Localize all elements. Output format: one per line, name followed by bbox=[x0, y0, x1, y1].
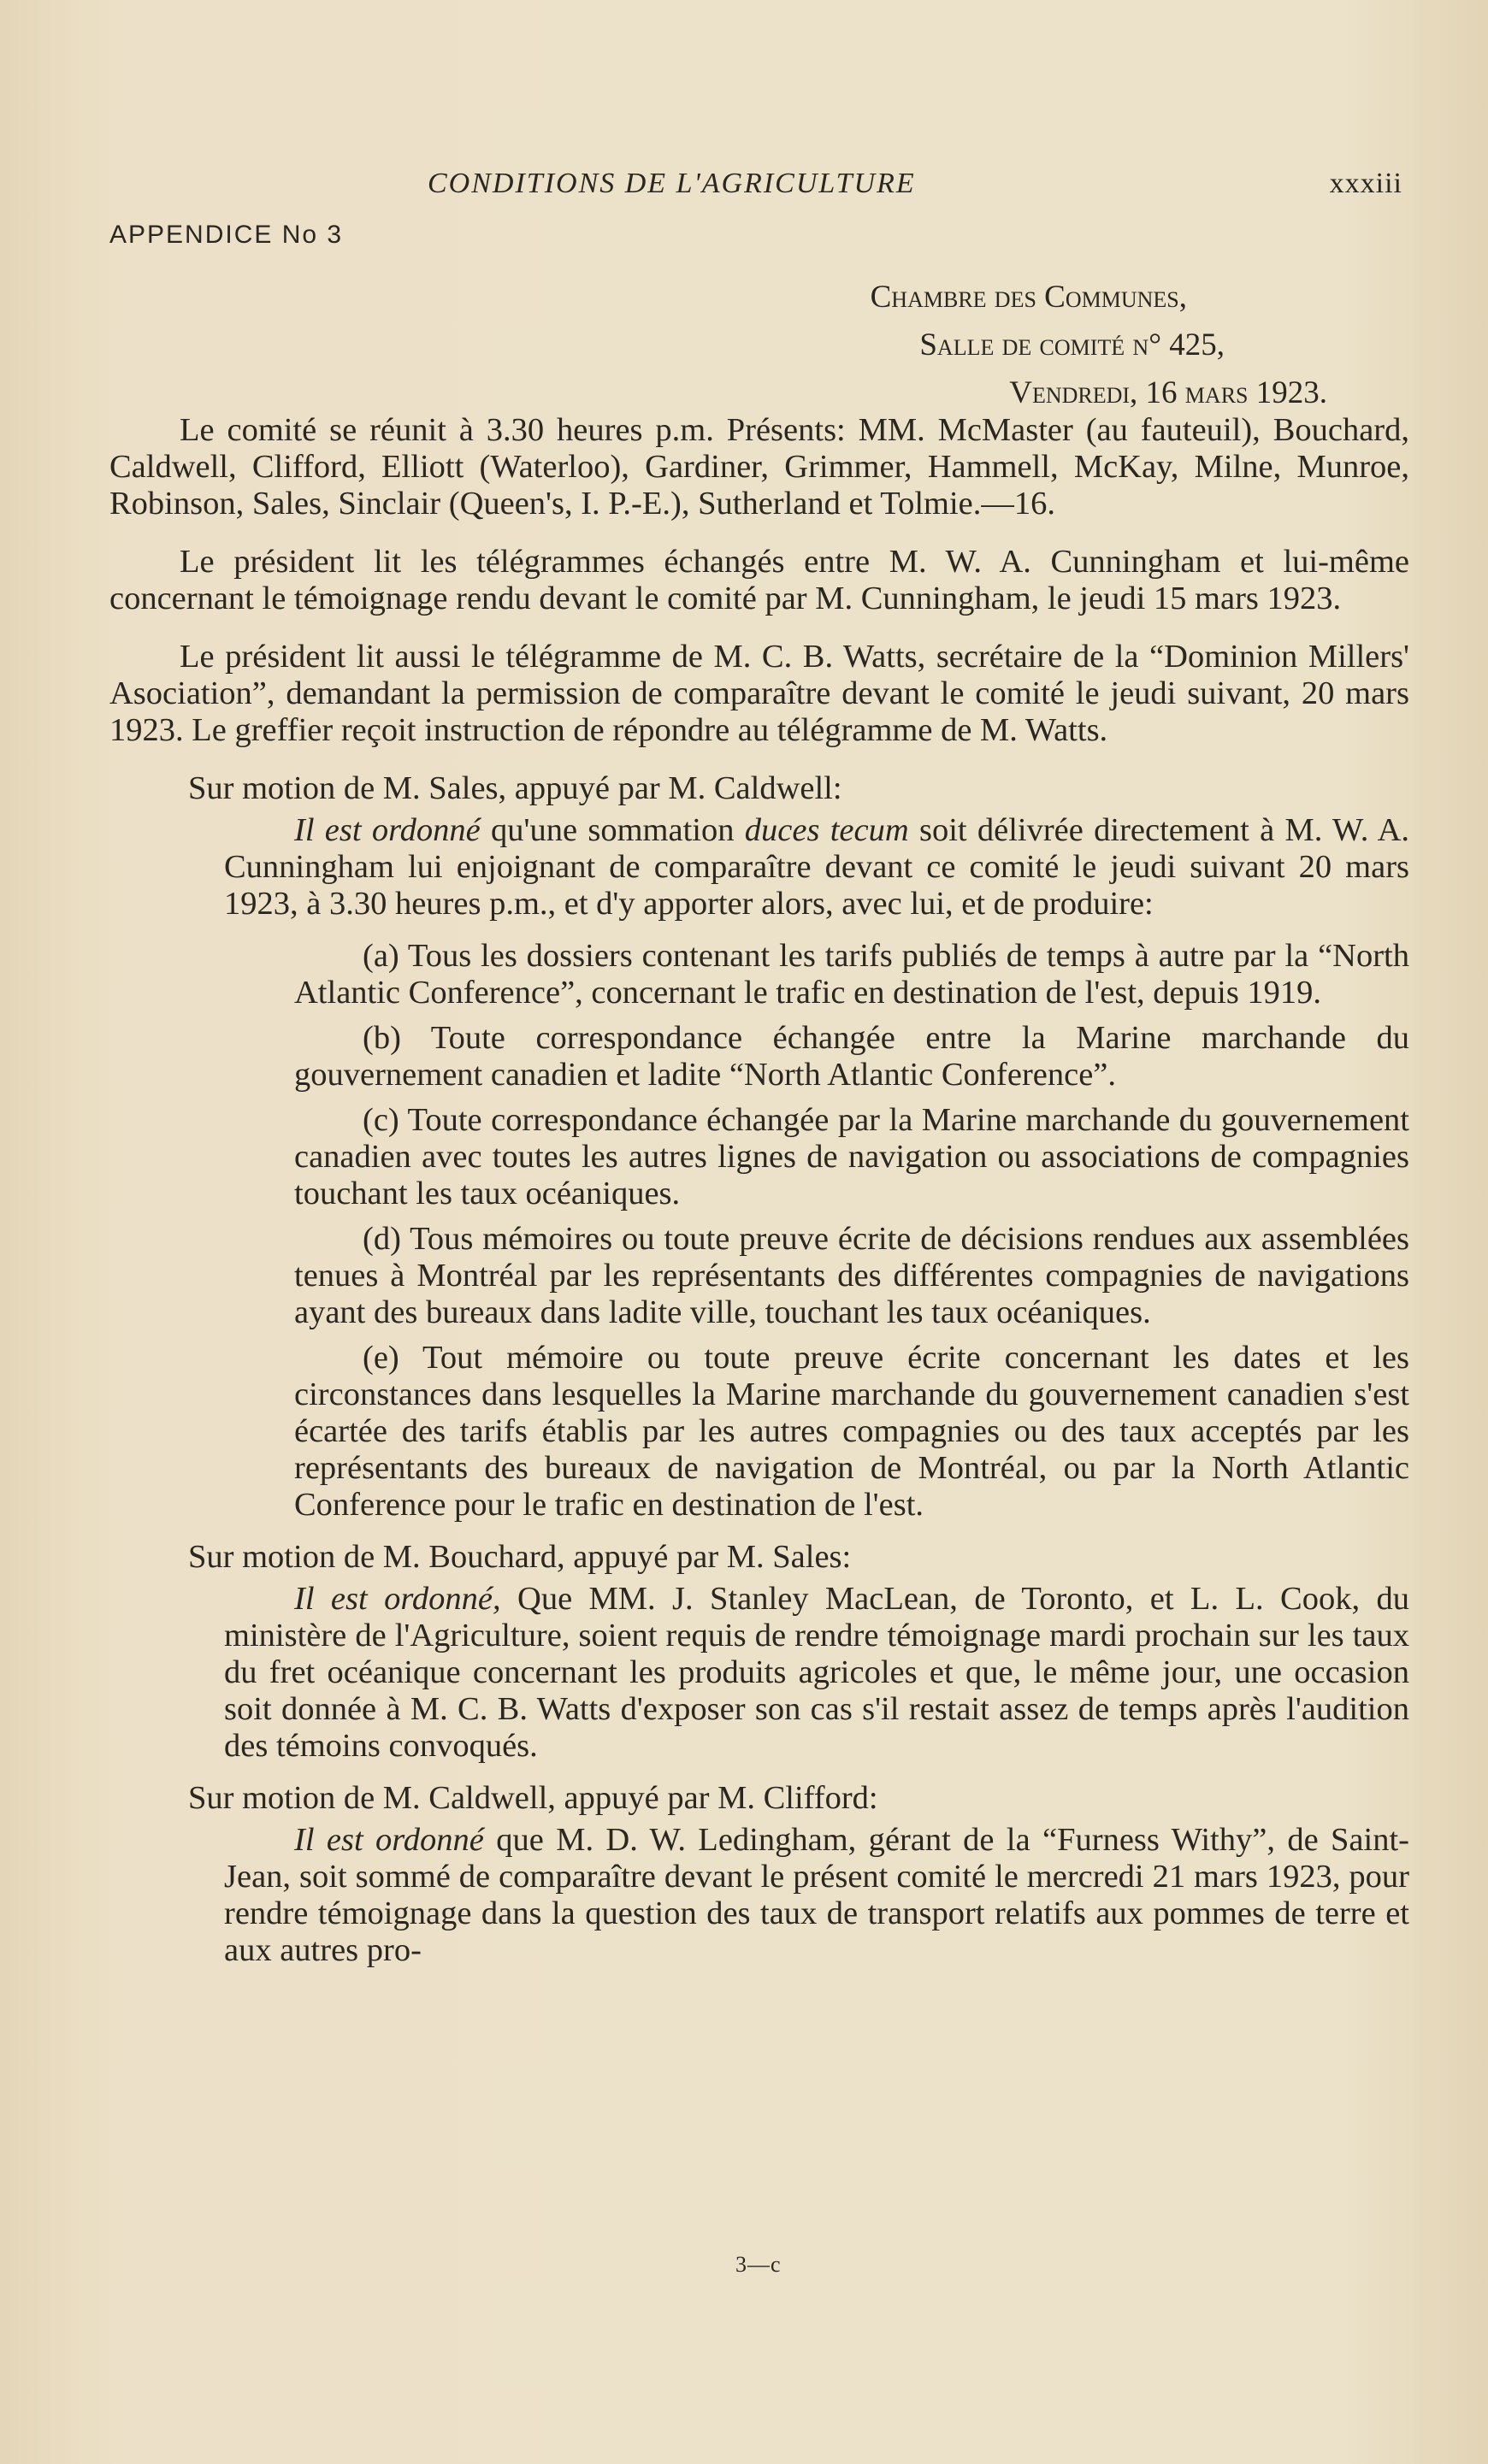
order-lead: Il est ordonné bbox=[294, 1822, 484, 1858]
page-number: xxxiii bbox=[1329, 168, 1402, 199]
watts-telegram-paragraph: Le président lit aussi le télégramme de M. C. B. Watts, secrétaire de la “Dominion Millers' Asociation”, demandant la permission de comparaître devant le comité le jeudi suivant, 20 mars 1923. Le greffier reçoit instruction de répondre au télégramme de M. Watts. bbox=[109, 639, 1409, 748]
list-item-d: (d) Tous mémoires ou toute preuve écrite de décisions rendues aux assemblées tenues à Montréal par les représentants des différentes compagnies de navigations ayant des bureaux dans ladite ville, touchant les taux océaniques. bbox=[294, 1221, 1409, 1330]
dateline bbox=[558, 274, 1327, 417]
order-text-b: soit délivrée directement à M. W. A. Cunningham lui enjoignant de comparaître devant ce comité le jeudi suivant 20 mars 1923, à 3.30 heures p.m., et d'y apporter alors, avec lui, et de produire: bbox=[224, 812, 1410, 922]
attendance-paragraph: Le comité se réunit à 3.30 heures p.m. Présents: MM. McMaster (au fauteuil), Bouchard, Caldwell, Clifford, Elliott (Waterloo), Gardiner, Grimmer, Hammell, McKay, Milne, Munroe, Robinson, Sales, Sinclair (Queen's, I. P.-E.), Sutherland et Tolmie.—16. bbox=[109, 412, 1409, 522]
running-title: CONDITIONS DE L'AGRICULTURE bbox=[428, 168, 916, 199]
dateline-date: Vendredi, 16 mars 1923. bbox=[1009, 375, 1327, 410]
order-lead: Il est ordonné bbox=[294, 812, 481, 848]
motion-sales: Sur motion de M. Sales, appuyé par M. Caldwell: bbox=[188, 770, 842, 806]
order-latin-term: duces tecum bbox=[744, 812, 909, 848]
running-head bbox=[0, 168, 1488, 210]
order-text: Que MM. J. Stanley MacLean, de Toronto, et L. L. Cook, du ministère de l'Agriculture, soient requis de rendre témoignage mardi prochain sur les taux du fret océanique concernant les produits agricoles et que, le même jour, une occasion soit donnée à M. C. B. Watts d'exposer son cas s'il restait assez de temps après l'audition des témoins convoqués. bbox=[224, 1581, 1409, 1764]
motion-bouchard: Sur motion de M. Bouchard, appuyé par M. Sales: bbox=[188, 1539, 852, 1575]
list-item-b: (b) Toute correspondance échangée entre la Marine marchande du gouvernement canadien et ladite “North Atlantic Conference”. bbox=[294, 1020, 1409, 1093]
list-item-e: (e) Tout mémoire ou toute preuve écrite concernant les dates et les circonstances dans lesquelles la Marine marchande du gouvernement canadien s'est écartée des tarifs établis par les autres compagnies ou des taux acceptés par les représentants des bureaux de navigation de Montréal, ou par la North Atlantic Conference pour le trafic en destination de l'est. bbox=[294, 1340, 1409, 1523]
order-ledingham bbox=[109, 1822, 1409, 1969]
signature-mark: 3—c bbox=[735, 2252, 782, 2277]
minutes-body bbox=[109, 412, 1409, 1984]
order-text: que M. D. W. Ledingham, gérant de la “Furness Withy”, de Saint-Jean, soit sommé de comparaître devant le présent comité le mercredi 21 mars 1923, pour rendre témoignage dans la question des taux de transport relatifs aux pommes de terre et aux autres pro- bbox=[224, 1822, 1409, 1968]
dateline-room: Salle de comité n° 425, bbox=[919, 327, 1225, 363]
telegrams-paragraph: Le président lit les télégrammes échangés entre M. W. A. Cunningham et lui-même concernant le témoignage rendu devant le comité par M. Cunningham, le jeudi 15 mars 1923. bbox=[109, 544, 1409, 616]
order-witnesses bbox=[109, 1581, 1409, 1765]
order-summons bbox=[109, 812, 1409, 923]
dateline-chamber: Chambre des Communes, bbox=[870, 280, 1187, 315]
order-text-a: qu'une sommation bbox=[480, 812, 745, 848]
motion-caldwell: Sur motion de M. Caldwell, appuyé par M. Clifford: bbox=[188, 1780, 878, 1816]
list-item-a: (a) Tous les dossiers contenant les tarifs publiés de temps à autre par la “North Atlantic Conference”, concernant le trafic en destination de l'est, depuis 1919. bbox=[294, 938, 1409, 1011]
order-lead: Il est ordonné, bbox=[294, 1581, 501, 1617]
list-item-c: (c) Toute correspondance échangée par la Marine marchande du gouvernement canadien avec toutes les autres lignes de navigation ou associations de compagnies touchant les taux océaniques. bbox=[294, 1102, 1409, 1211]
appendix-label: APPENDICE No 3 bbox=[109, 221, 344, 249]
